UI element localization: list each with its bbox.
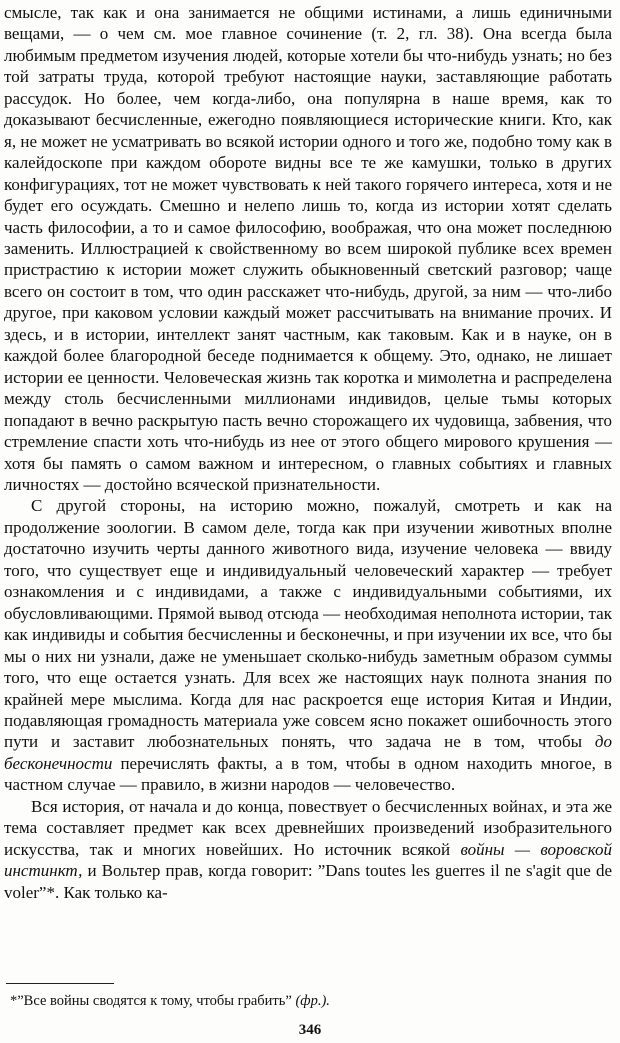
paragraph bbox=[4, 2, 612, 495]
paragraph bbox=[4, 495, 612, 795]
page-number: 346 bbox=[298, 1022, 322, 1038]
footnote-text: *”Все войны сводятся к тому, чтобы грабить” bbox=[10, 993, 292, 1009]
text-run: смысле, так как и она занимается не общими истинами, а лишь единичными вещами, — о чем см. мое главное сочинение (т. 2, гл. 38). Она всегда была любимым предметом изучения людей, которые хотели бы что-нибудь узнать; но без той затраты труда, которой требуют настоящие науки, заставляющие работать рассудок. Но более, чем когда-либо, она популярна в наше время, как то доказывают бесчисленные, ежегодно появляющиеся исторические книги. Кто, как я, не может не усматривать во всякой истории одного и того же, подобно тому как в калейдоскопе при каждом обороте видны все те же камушки, только в других конфигурациях, тот не может чувствовать к ней такого горячего интереса, хотя и не будет его осуждать. Смешно и нелепо лишь то, когда из истории хотят сделать часть философии, а то и самое философию, воображая, что она может последнюю заменить. Иллюстрацией к свойственному во всем широкой публике всех времен пристрастию к истории может служить обыкновенный светский разговор; чаще всего он состоит в том, что один расскажет что-нибудь, другой, за ним — что-либо другое, при каковом условии каждый может рассчитывать на внимание прочих. И здесь, и в истории, интеллект занят частным, как таковым. Как и в науке, он в каждой более благородной беседе поднимается к общему. Это, однако, не лишает истории ее ценности. Человеческая жизнь так коротка и мимолетна и распределена между столь бесчисленными миллионами индивидов, целые тьмы которых попадают в вечно раскрытую пасть вечно сторожащего их чудовища, забвения, что стремление спасти хоть что-нибудь из нее от этого общего мирового крушения — хотя бы память о самом важном и интересном, о главных событиях и главных личностях — достойно всяческой признательности. bbox=[4, 3, 612, 494]
text-run: перечислять факты, а в том, чтобы в одном находить многое, в частном случае — правило, в жизни народов — человечество. bbox=[4, 753, 612, 795]
text-run: и Вольтер прав, когда говорит: ”Dans toutes les guerres il ne s'agit que de voler”*. Как только ка- bbox=[4, 861, 612, 902]
italic-phrase: до бесконечности bbox=[4, 732, 612, 773]
footnote bbox=[10, 992, 610, 1010]
body-text bbox=[4, 2, 612, 903]
italic-phrase: войны — воровской инстинкт, bbox=[4, 839, 612, 881]
paragraph bbox=[4, 796, 612, 903]
text-run: Вся история, от начала и до конца, повествует о бесчисленных войнах, и эта же тема составляет предмет как всех древнейших произведений изобразительного искусства, так и многих новейших. Но источник всякой bbox=[4, 796, 612, 859]
footnote-language-note: (фр.). bbox=[295, 993, 330, 1009]
footnote-divider bbox=[6, 983, 114, 984]
text-run: С другой стороны, на историю можно, пожалуй, смотреть и как на продолжение зоологии. В самом деле, тогда как при изучении животных вполне достаточно изучить черты данного животного вида, изучение человека — ввиду того, что существует еще и индивидуальный человеческий характер — требует ознакомления и с индивидами, а также с индивидуальными событиями, их обусловливающими. Прямой вывод отсюда — необходимая неполнота истории, так как индивиды и события бесчисленны и бесконечны, и при изучении их все, что бы мы о них ни узнали, даже не уменьшает сколько-нибудь заметным образом суммы того, что еще остается узнать. Для всех же настоящих наук полнота знания по крайней мере мыслима. Когда для нас раскроется еще история Китая и Индии, подавляющая громадность материала уже совсем ясно покажет ошибочность этого пути и заставит любознательных понять, что задача не в том, чтобы bbox=[4, 496, 612, 752]
